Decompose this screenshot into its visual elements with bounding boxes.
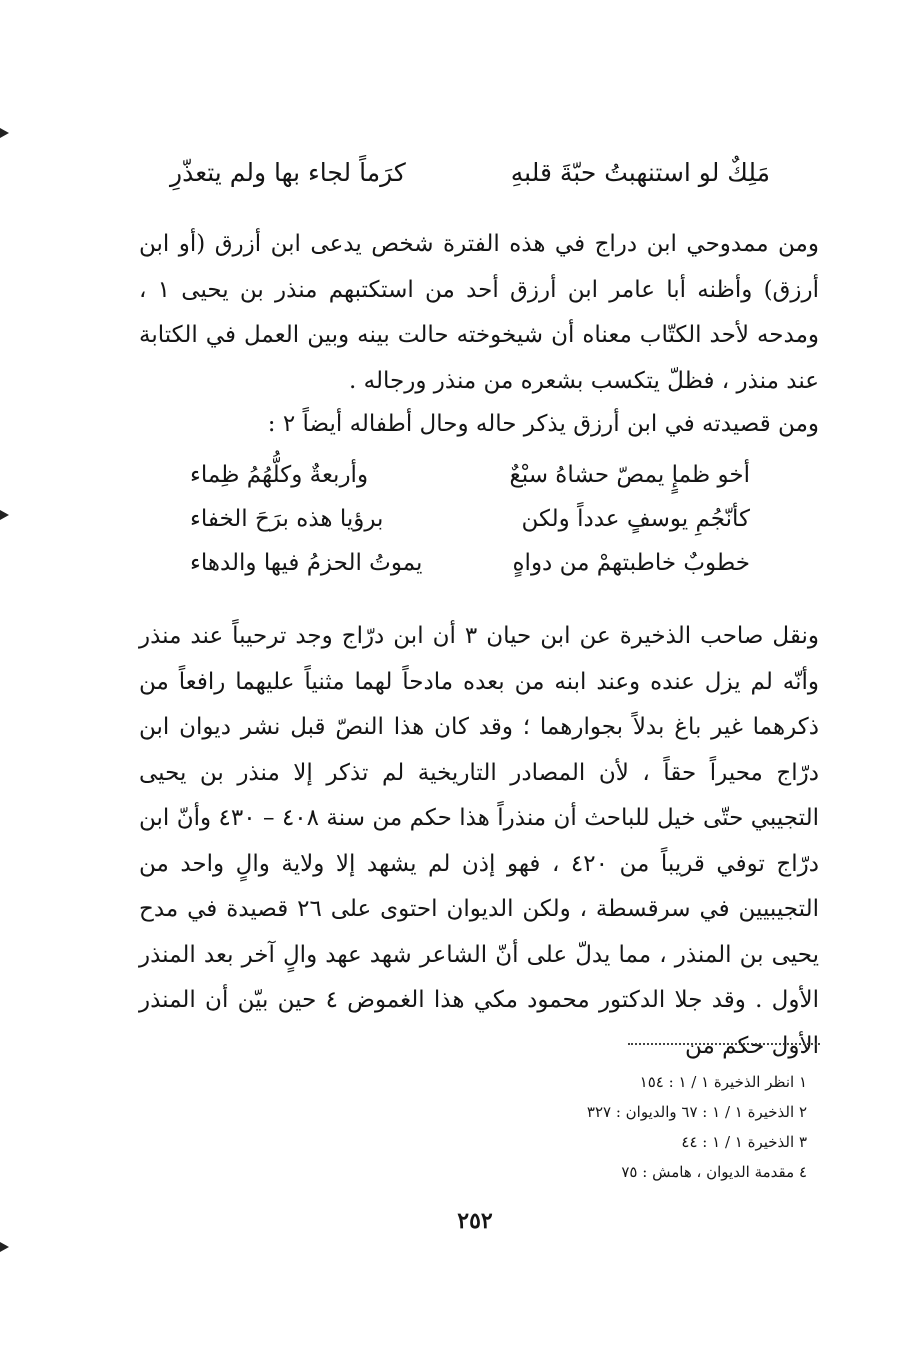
footnote: ٢ الذخيرة ١ / ١ : ٦٧ والديوان : ٣٢٧ <box>586 1103 807 1121</box>
poem-verse-second-hemistich: برؤيا هذه برَحَ الخفاء <box>190 506 384 532</box>
poem-introduction: ومن قصيدته في ابن أرزق يذكر حاله وحال أطفاله أيضاً ٢ : <box>267 411 819 437</box>
margin-arrow-mark <box>0 510 9 520</box>
poem-block <box>190 462 750 594</box>
poem-verse-first-hemistich: كأنّجُمِ يوسفٍ عدداً ولكن <box>521 506 750 532</box>
margin-arrow-mark <box>0 128 9 138</box>
paragraph-dhakhira: ونقل صاحب الذخيرة عن ابن حيان ٣ أن ابن درّاج وجد ترحيباً عند منذر وأنّه لم يزل عنده وعند ابنه من بعده مادحاً لهما مثنياً عليهما رافعاً من ذكرهما غير باغ بدلاً بجوارهما ؛ وقد كان هذا النصّ قبل نشر ديوان ابن درّاج محيراً حقاً ، لأن المصادر التاريخية لم تذكر إلا منذر بن يحيى التجيبي حتّى خيل للباحث أن منذراً هذا حكم من سنة ٤٠٨ – ٤٣٠ وأنّ ابن درّاج توفي قريباً من ٤٢٠ ، فهو إذن لم يشهد إلا ولاية والٍ واحد من التجيبيين في سرقسطة ، ولكن الديوان احتوى على ٢٦ قصيدة في مدح يحيى بن المنذر ، مما يدلّ على أنّ الشاعر شهد عهد والٍ آخر بعد المنذر الأول . وقد جلا الدكتور محمود مكي هذا الغموض ٤ حين بيّن أن المنذر الأول حكم من <box>139 623 819 1059</box>
verse-first-hemistich: مَلِكٌ لو استنهبتُ حبّةَ قلبهِ <box>510 158 770 187</box>
poem-verse-first-hemistich: أخو ظمإٍ يمصّ حشاهُ سبْعٌ <box>509 462 750 488</box>
footnote: ٤ مقدمة الديوان ، هامش : ٧٥ <box>621 1163 807 1181</box>
paragraph-ibn-azraq: ومن ممدوحي ابن دراج في هذه الفترة شخص يدعى ابن أزرق (أو ابن أرزق) وأظنه أبا عامر ابن أرزق أحد من استكتبهم منذر بن يحيى ١ ، ومدحه لأحد الكتّاب معناه أن شيخوخته حالت بينه وبين العمل في الكتابة عند منذر ، فظلّ يتكسب بشعره من منذر ورجاله . <box>139 231 819 394</box>
verse-second-hemistich: كرَماً لجاء بها ولم يتعذّرِ <box>170 158 406 187</box>
footnote: ١ انظر الذخيرة ١ / ١ : ١٥٤ <box>639 1073 807 1091</box>
poem-verse <box>190 550 750 594</box>
footnote: ٣ الذخيرة ١ / ١ : ٤٤ <box>681 1133 807 1151</box>
poem-verse-first-hemistich: خطوبٌ خاطبتهمْ من دواهٍ <box>512 550 750 576</box>
poem-verse <box>190 462 750 506</box>
poem-verse-second-hemistich: يموتُ الحزمُ فيها والدهاء <box>190 550 423 576</box>
poem-verse <box>190 506 750 550</box>
footnote-divider <box>628 1043 820 1045</box>
margin-arrow-mark <box>0 1242 9 1252</box>
poem-verse-second-hemistich: وأربعةٌ وكلُّهُمُ ظِماء <box>190 462 369 488</box>
page-number: ٢٥٢ <box>457 1208 493 1234</box>
